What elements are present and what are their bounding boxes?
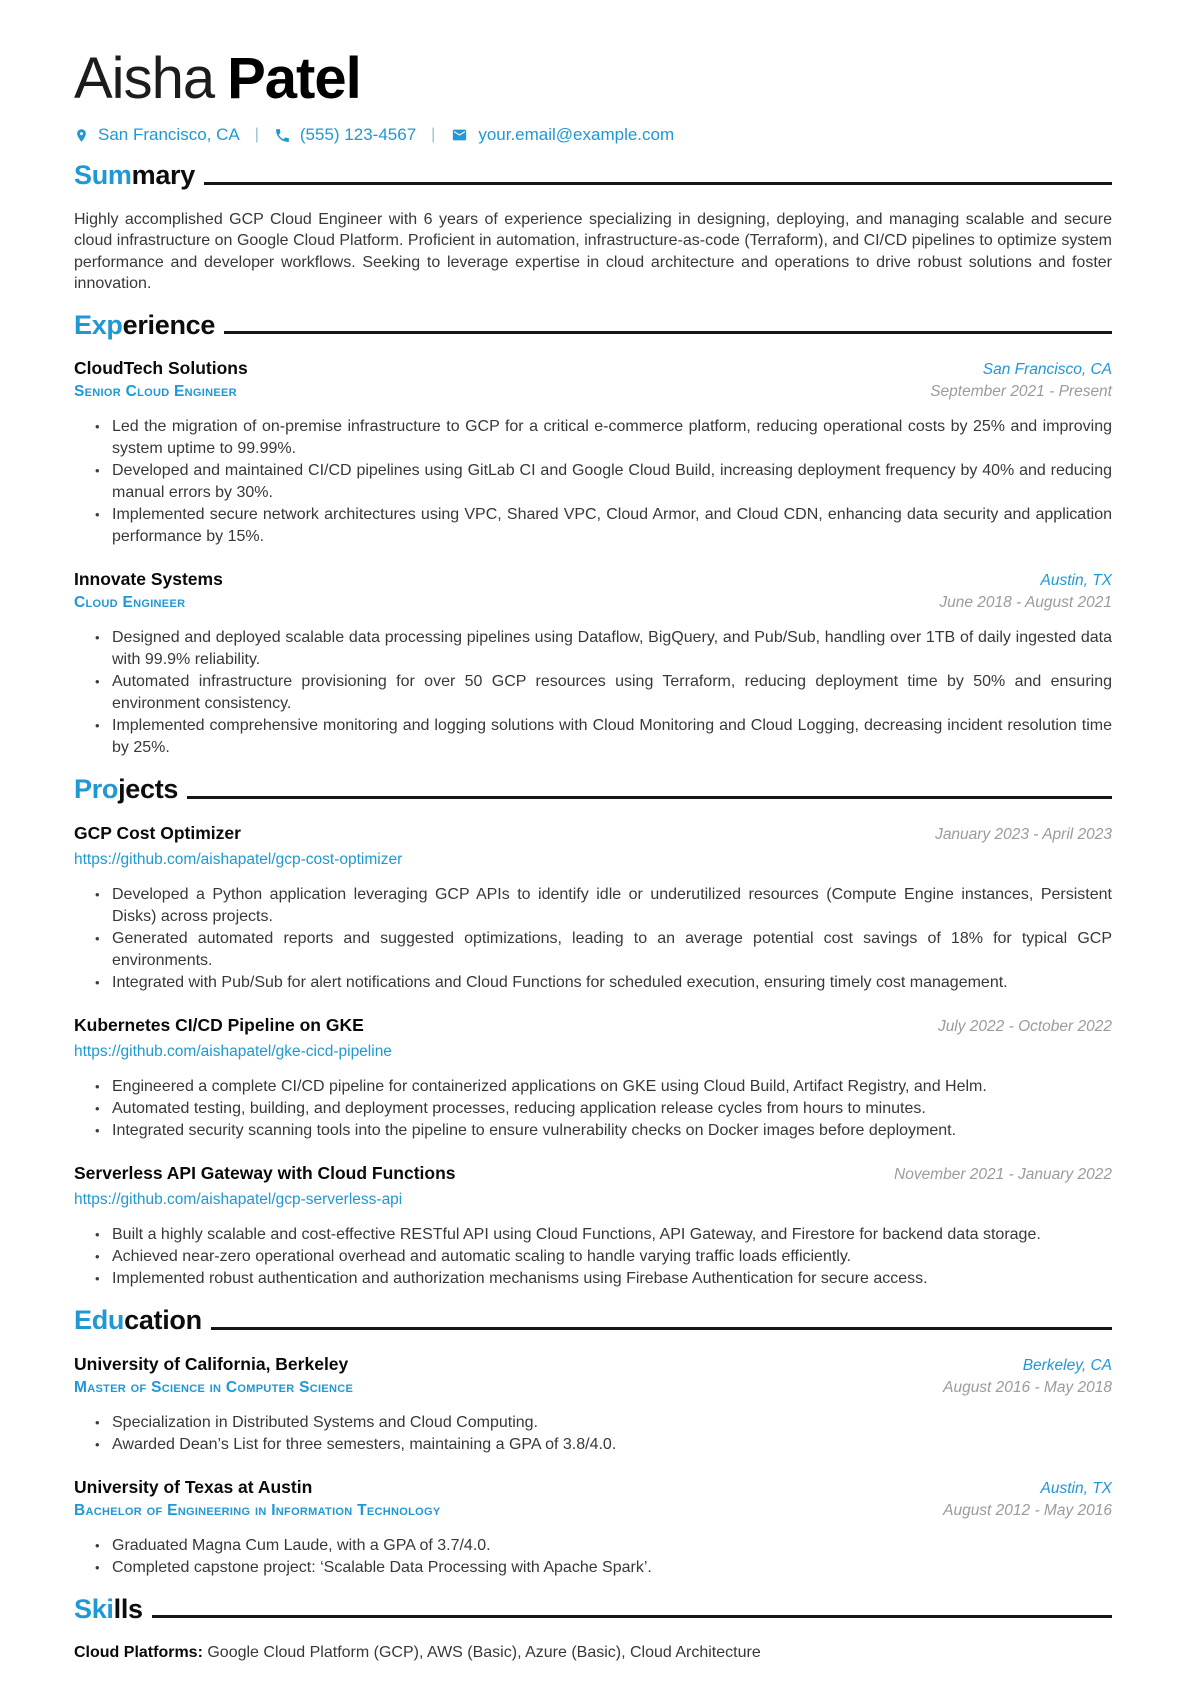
section-projects (74, 775, 1112, 1290)
date-range: January 2023 - April 2023 (935, 826, 1112, 844)
heading-rule (187, 796, 1112, 799)
bullet-item: • Integrated with Pub/Sub for alert notifications and Cloud Functions for scheduled execution, ensuring timely cost management. (112, 972, 1112, 994)
date-range: August 2012 - May 2016 (943, 1501, 1112, 1519)
experience-entry (74, 569, 1112, 759)
location-pin-icon (74, 126, 89, 145)
heading-accent: Exp (74, 309, 123, 340)
project-name: Serverless API Gateway with Cloud Functions (74, 1163, 456, 1184)
bullet-item: • Engineered a complete CI/CD pipeline for containerized applications on GKE using Cloud Build, Artifact Registry, and Helm. (112, 1076, 1112, 1098)
bullet-item: • Led the migration of on-premise infrastructure to GCP for a critical e-commerce platform, reducing operational costs by 25% and improving system uptime to 99.99%. (112, 416, 1112, 460)
bullet-item: • Awarded Dean’s List for three semesters, maintaining a GPA of 3.8/4.0. (112, 1434, 1112, 1456)
job-title: Cloud Engineer (74, 594, 186, 612)
entry-header-row (74, 823, 1112, 844)
experience-heading (74, 311, 1112, 341)
date-range: July 2022 - October 2022 (937, 1018, 1112, 1036)
education-entry (74, 1354, 1112, 1456)
last-name: Patel (227, 46, 361, 111)
bullet-item: • Generated automated reports and suggested optimizations, leading to an average potential cost savings of 18% for typical GCP environments. (112, 928, 1112, 972)
bullet-item: • Developed a Python application leveraging GCP APIs to identify idle or underutilized resources (Compute Engine instances, Persistent Disks) across projects. (112, 884, 1112, 928)
bullet-item: • Automated infrastructure provisioning for over 50 GCP resources using Terraform, reducing deployment time by 50% and ensuring environment consistency. (112, 671, 1112, 715)
company-name: Innovate Systems (74, 569, 223, 590)
date-range: June 2018 - August 2021 (939, 594, 1112, 612)
heading-rule (224, 331, 1112, 334)
project-entry (74, 1015, 1112, 1142)
bullet-item: • Achieved near-zero operational overhead and automatic scaling to handle varying traffic loads efficiently. (112, 1246, 1112, 1268)
skill-line (74, 1642, 1112, 1664)
section-summary (74, 161, 1112, 295)
company-location: San Francisco, CA (982, 361, 1112, 379)
company-name: CloudTech Solutions (74, 358, 248, 379)
degree: Master of Science in Computer Science (74, 1378, 354, 1396)
skill-values: Google Cloud Platform (GCP), AWS (Basic), Azure (Basic), Cloud Architecture (207, 1644, 761, 1662)
header (74, 46, 1112, 145)
education-entry (74, 1477, 1112, 1579)
entry-header-row (74, 1015, 1112, 1036)
heading-accent: Ski (74, 1593, 114, 1624)
bullet-item: • Built a highly scalable and cost-effective RESTful API using Cloud Functions, API Gateway, and Firestore for backend data storage. (112, 1224, 1112, 1246)
school-location: Berkeley, CA (1022, 1356, 1112, 1374)
bullet-item: • Developed and maintained CI/CD pipelines using GitLab CI and Google Cloud Build, increasing deployment frequency by 40% and reducing manual errors by 30%. (112, 460, 1112, 504)
bullet-item: • Implemented secure network architectures using VPC, Shared VPC, Cloud Armor, and Cloud CDN, enhancing data security and application performance by 15%. (112, 504, 1112, 548)
section-education (74, 1306, 1112, 1579)
bullet-item: • Completed capstone project: ‘Scalable Data Processing with Apache Spark’. (112, 1557, 1112, 1579)
entry-subheader-row (74, 1502, 1112, 1520)
heading-accent: Pro (74, 774, 119, 805)
email-text[interactable]: your.email@example.com (478, 125, 675, 144)
bullet-list (74, 1076, 1112, 1142)
section-skills (74, 1595, 1112, 1665)
heading-rest: mary (131, 160, 195, 190)
name (74, 46, 1112, 111)
summary-heading (74, 161, 1112, 191)
education-heading (74, 1306, 1112, 1336)
bullet-list (74, 627, 1112, 759)
projects-heading (74, 775, 1112, 805)
separator: | (431, 126, 436, 143)
heading-rest: erience (122, 309, 216, 340)
heading-rule (211, 1327, 1112, 1330)
bullet-item: • Implemented robust authentication and authorization mechanisms using Firebase Authentication for secure access. (112, 1268, 1112, 1290)
entry-header-row (74, 569, 1112, 590)
entry-subheader-row (74, 1379, 1112, 1397)
skill-category-label: Cloud Platforms: (74, 1644, 203, 1662)
bullet-list (74, 884, 1112, 994)
bullet-list (74, 1224, 1112, 1290)
section-experience (74, 311, 1112, 760)
entry-subheader-row (74, 383, 1112, 401)
location-text: San Francisco, CA (98, 125, 240, 144)
project-name: Kubernetes CI/CD Pipeline on GKE (74, 1015, 364, 1036)
date-range: November 2021 - January 2022 (894, 1166, 1112, 1184)
bullet-item: • Graduated Magna Cum Laude, with a GPA of 3.7/4.0. (112, 1535, 1112, 1557)
project-link[interactable]: https://github.com/aishapatel/gcp-serverless-api (74, 1191, 403, 1209)
entry-header-row (74, 358, 1112, 379)
school-location: Austin, TX (1040, 1479, 1112, 1497)
degree: Bachelor of Engineering in Information Technology (74, 1501, 441, 1519)
phone-item (274, 125, 416, 145)
location-item (74, 125, 240, 145)
email-icon (450, 127, 469, 143)
separator: | (254, 126, 259, 143)
bullet-list (74, 1412, 1112, 1456)
heading-accent: Edu (74, 1305, 125, 1336)
date-range: September 2021 - Present (930, 383, 1112, 401)
entry-subheader-row (74, 594, 1112, 612)
first-name: Aisha (74, 46, 215, 111)
entry-header-row (74, 1354, 1112, 1375)
project-entry (74, 823, 1112, 994)
job-title: Senior Cloud Engineer (74, 383, 237, 401)
entry-header-row (74, 1163, 1112, 1184)
date-range: August 2016 - May 2018 (943, 1378, 1112, 1396)
skills-heading (74, 1595, 1112, 1625)
email-item (450, 125, 674, 145)
heading-rule (152, 1615, 1112, 1618)
bullet-item: • Specialization in Distributed Systems and Cloud Computing. (112, 1412, 1112, 1434)
heading-rest: lls (113, 1593, 143, 1624)
contact-row (74, 125, 1112, 145)
bullet-item: • Automated testing, building, and deployment processes, reducing application release cycles from hours to minutes. (112, 1098, 1112, 1120)
heading-rest: jects (118, 774, 179, 805)
entry-header-row (74, 1477, 1112, 1498)
bullet-list (74, 1535, 1112, 1579)
heading-accent: Sum (74, 160, 132, 190)
phone-icon (274, 127, 291, 144)
company-location: Austin, TX (1040, 572, 1112, 590)
bullet-item: • Integrated security scanning tools into the pipeline to ensure vulnerability checks on Docker images before deployment. (112, 1120, 1112, 1142)
bullet-item: • Designed and deployed scalable data processing pipelines using Dataflow, BigQuery, and Pub/Sub, handling over 1TB of daily ingested data with 99.9% reliability. (112, 627, 1112, 671)
project-link[interactable]: https://github.com/aishapatel/gke-cicd-pipeline (74, 1043, 392, 1061)
phone-text[interactable]: (555) 123-4567 (299, 125, 417, 144)
school-name: University of Texas at Austin (74, 1476, 313, 1497)
experience-entry (74, 358, 1112, 548)
project-link[interactable]: https://github.com/aishapatel/gcp-cost-optimizer (74, 851, 403, 869)
heading-rest: cation (124, 1305, 202, 1336)
bullet-list (74, 416, 1112, 548)
bullet-item: • Implemented comprehensive monitoring and logging solutions with Cloud Monitoring and Cloud Logging, decreasing incident resolution time by 25%. (112, 715, 1112, 759)
school-name: University of California, Berkeley (74, 1353, 349, 1374)
heading-rule (204, 182, 1112, 185)
project-entry (74, 1163, 1112, 1290)
project-name: GCP Cost Optimizer (74, 823, 241, 844)
summary-text: Highly accomplished GCP Cloud Engineer with 6 years of experience specializing in designing, deploying, and managing scalable and secure cloud infrastructure on Google Cloud Platform. Proficient in automation, infrastructure-as-code (Terraform), and CI/CD pipelines to optimize system performance and developer workflows. Seeking to leverage expertise in cloud architecture and operations to drive robust solutions and foster innovation. (74, 210, 1112, 293)
